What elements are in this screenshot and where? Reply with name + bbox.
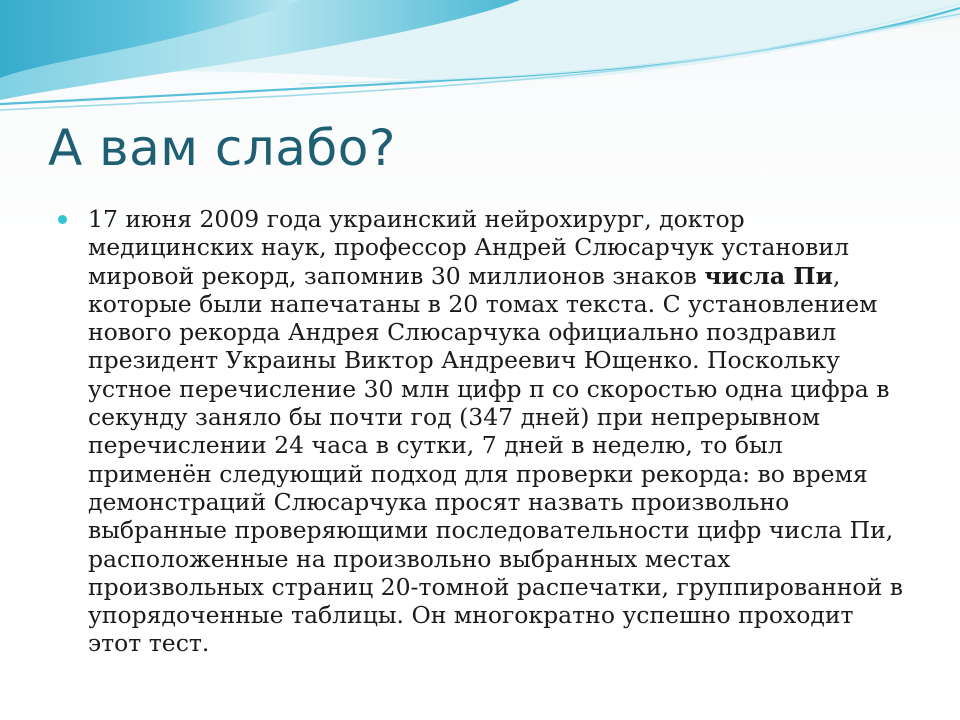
bullet-dot-icon bbox=[58, 215, 67, 224]
slide-title: А вам слабо? bbox=[48, 119, 396, 177]
bullet-text-start: 17 июня 2009 года украинский нейрохирург, доктор медицинских наук, профессор Андрей Слюсарчук установил мировой рекорд, запомнив 30 миллионов знаков bbox=[88, 205, 850, 290]
bullet-text-bold: числа Пи bbox=[704, 261, 833, 290]
bullet-text-end: , которые были напечатаны в 20 томах текста. С установлением нового рекорда Андрея Слюсарчука официально поздравил президент Украины Виктор Андреевич Ющенко. Поскольку устное перечисление 30 млн цифр π со скоростью одна цифра в секунду заняло бы почти год (347 дней) при непрерывном перечислении 24 часа в сутки, 7 дней в неделю, то был применён следующий подход для проверки рекорда: во время демонстраций Слюсарчука просят назвать произвольно выбранные проверяющими последовательности цифр числа Пи, расположенные на произвольно выбранных местах произвольных страниц 20-томной распечатки, группированной в упорядоченные таблицы. Он многократно успешно проходит этот тест. bbox=[88, 261, 903, 658]
bullet-item bbox=[58, 205, 908, 658]
slide-content bbox=[58, 205, 908, 658]
bullet-text bbox=[88, 205, 908, 658]
wave-decoration bbox=[0, 0, 960, 130]
